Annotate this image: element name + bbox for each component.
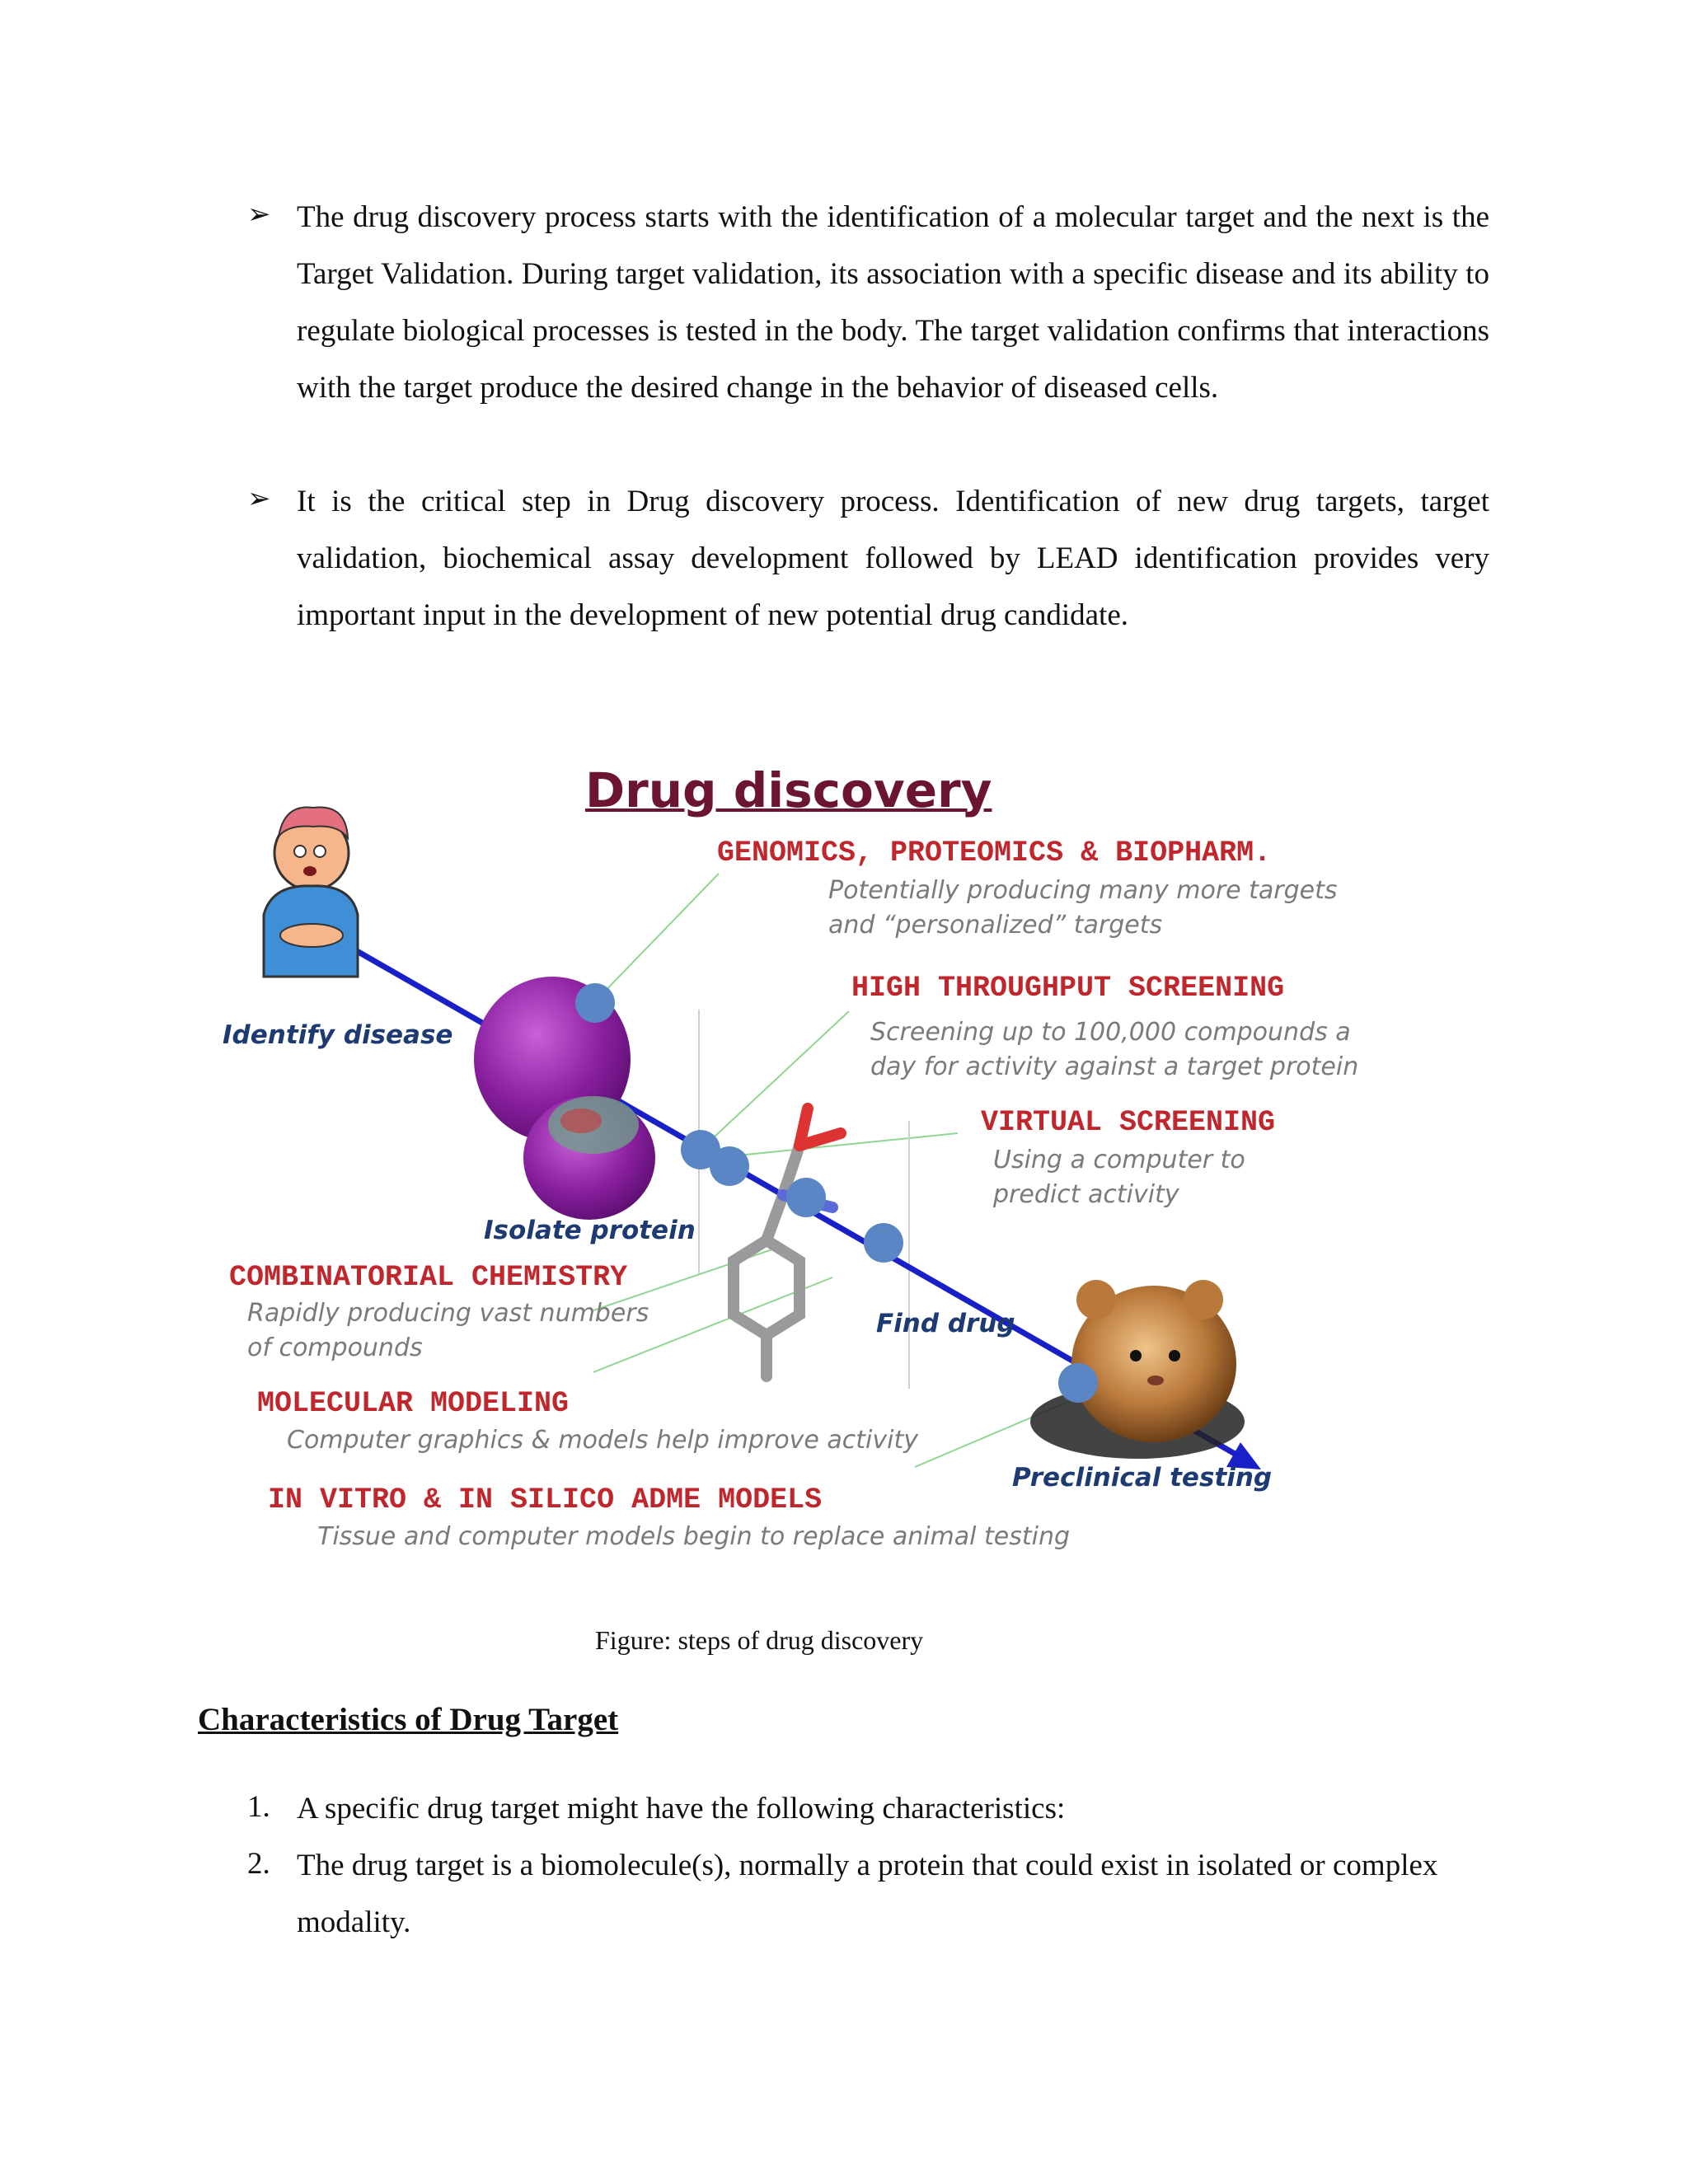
stage-desc: Screening up to 100,000 compounds a <box>870 1018 1351 1047</box>
drug-molecule-icon <box>734 1108 841 1376</box>
stage-label-molecular-modeling: MOLECULAR MODELING <box>257 1387 570 1420</box>
bullet-paragraph-2: It is the critical step in Drug discovery process. Identification of new drug targets, target validation, biochemical assay development followed by LEAD identification provides very important input in the development of new potential drug candidate. <box>297 485 1489 632</box>
step-label-preclinical-testing: Preclinical testing <box>1012 1463 1273 1493</box>
step-label-isolate-protein: Isolate protein <box>484 1216 696 1245</box>
stage-desc: Computer graphics & models help improve activity <box>287 1426 918 1455</box>
bullet-arrow-icon: ➢ <box>247 482 271 515</box>
hamster-icon <box>1030 1280 1245 1459</box>
stage-desc: Using a computer to <box>993 1146 1245 1174</box>
stage-desc: Rapidly producing vast numbers <box>247 1299 649 1328</box>
stage-desc: Tissue and computer models begin to replace animal testing <box>317 1522 1071 1551</box>
drug-discovery-figure <box>206 746 1376 1570</box>
protein-molecule-icon <box>474 977 655 1220</box>
stage-desc: Potentially producing many more targets <box>828 876 1338 905</box>
stage-desc: predict activity <box>993 1180 1179 1209</box>
section-heading: Characteristics of Drug Target <box>198 1702 619 1737</box>
figure-caption: Figure: steps of drug discovery <box>595 1625 924 1655</box>
bullet-arrow-icon: ➢ <box>247 198 271 231</box>
list-number: 2. <box>247 1847 270 1881</box>
step-label-find-drug: Find drug <box>876 1309 1015 1338</box>
stage-desc: day for activity against a target protein <box>870 1052 1359 1081</box>
stage-label-adme: IN VITRO & IN SILICO ADME MODELS <box>268 1483 823 1516</box>
figure-title: Drug discovery <box>585 762 992 818</box>
bullet-paragraph-1: The drug discovery process starts with the identification of a molecular target and the next is the Target Validation. During target validation, its association with a specific disease and its ability to regulate biological processes is tested in the body. The target validation confirms that interactions with the target produce the desired change in the behavior of diseased cells. <box>297 200 1489 405</box>
list-item: A specific drug target might have the following characteristics: <box>297 1792 1066 1825</box>
stage-desc: and “personalized” targets <box>828 911 1163 940</box>
stage-desc: of compounds <box>247 1333 423 1362</box>
stage-label-combinatorial: COMBINATORIAL CHEMISTRY <box>229 1261 628 1294</box>
list-item: The drug target is a biomolecule(s), normally a protein that could exist in isolated or complex modality. <box>297 1849 1438 1939</box>
step-label-identify-disease: Identify disease <box>223 1020 453 1050</box>
stage-label-hts: HIGH THROUGHPUT SCREENING <box>851 972 1285 1005</box>
list-number: 1. <box>247 1790 270 1824</box>
stage-label-genomics: GENOMICS, PROTEOMICS & BIOPHARM. <box>717 837 1272 869</box>
stage-label-virtual-screening: VIRTUAL SCREENING <box>981 1106 1276 1139</box>
sick-person-icon <box>264 807 358 977</box>
